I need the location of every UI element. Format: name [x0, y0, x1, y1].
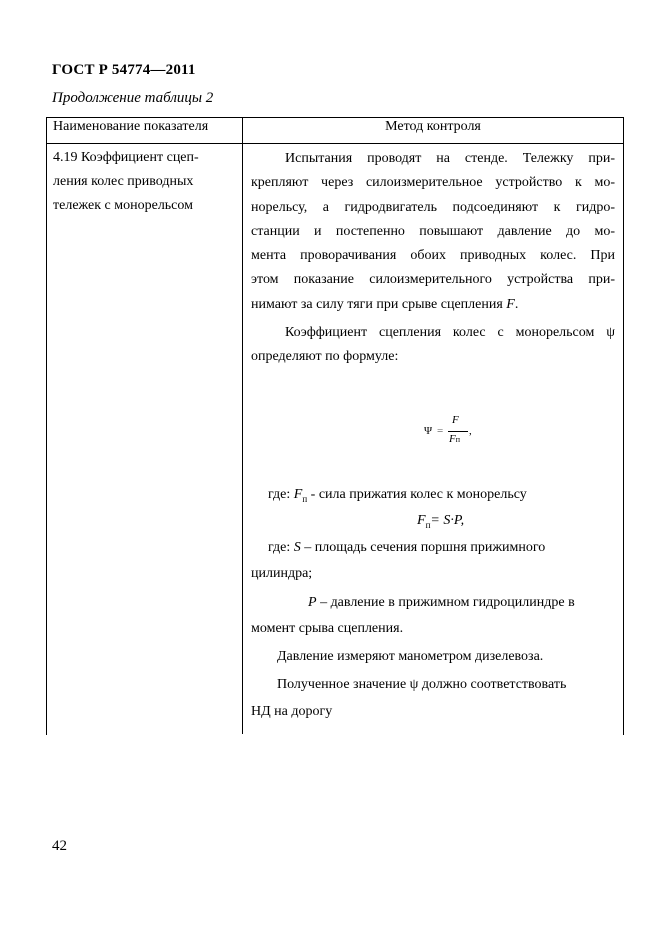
period: .	[514, 296, 519, 312]
denominator-var: F	[449, 433, 456, 445]
denominator-sub: п	[455, 435, 461, 444]
method-text-line: Испытания проводят на стенде. Тележку при-	[285, 151, 615, 166]
column-divider	[242, 117, 243, 734]
coefficient-formula	[424, 414, 484, 454]
where-var: P	[308, 595, 317, 610]
formula-psi: Ψ	[424, 425, 433, 437]
formula2-var: F	[417, 513, 426, 528]
where-prefix: где:	[268, 540, 294, 555]
where-var: F	[293, 487, 303, 502]
where-clause-3	[251, 595, 615, 611]
coefficient-text-line: определяют по формуле:	[251, 349, 399, 365]
formula-numerator: F	[452, 414, 459, 426]
column-header-indicator: Наименование показателя	[53, 119, 209, 134]
where-text: – площадь сечения поршня прижимного	[300, 540, 546, 555]
fraction-bar	[448, 431, 468, 432]
indicator-name-cell	[53, 146, 236, 218]
formula-equals: =	[437, 425, 444, 437]
table-continuation-caption: Продолжение таблицы 2	[52, 90, 214, 106]
indicator-name-line: тележек с монорельсом	[53, 198, 193, 213]
method-text-line: этом показание силоизмерительного устройства при-	[251, 272, 615, 288]
indicator-name-line: ления колес приводных	[53, 174, 194, 189]
method-text-fragment: нимают за силу тяги при срыве сцепления	[251, 296, 507, 312]
result-text-line: Полученное значение ψ должно соответствовать	[277, 677, 567, 692]
where-clause-2-cont: цилиндра;	[251, 566, 313, 581]
where-prefix: где:	[268, 487, 294, 502]
where-text: – давление в прижимном гидроцилиндре в	[316, 595, 575, 610]
pressure-measurement-text: Давление измеряют манометром дизелевоза.	[277, 649, 544, 664]
method-text-line: мента проворачивания обоих приводных колес. При	[251, 248, 615, 264]
formula-comma: ,	[469, 425, 472, 437]
where-sub: п	[302, 493, 308, 504]
pressing-force-formula	[417, 513, 464, 530]
coefficient-text-line: Коэффициент сцепления колес с монорельсом ψ	[285, 325, 615, 341]
method-text-line: крепляют через силоизмерительное устройство к мо-	[251, 175, 615, 191]
method-cell	[251, 147, 615, 370]
document-title: ГОСТ Р 54774—2011	[52, 62, 196, 78]
formula2-sub: п	[425, 519, 431, 530]
force-variable: F	[506, 296, 515, 312]
column-header-method: Метод контроля	[385, 119, 481, 134]
where-clause-2	[251, 540, 615, 556]
where-clause-1	[251, 487, 615, 504]
method-text-line: норельсу, а гидродвигатель подсоединяют к гидро-	[251, 199, 615, 215]
header-divider	[46, 143, 624, 144]
formula2-rest: = S·P,	[430, 513, 465, 528]
where-clause-3-cont: момент срыва сцепления.	[251, 621, 404, 636]
method-text-line-last	[251, 293, 615, 317]
where-var: S	[293, 540, 301, 555]
page-number: 42	[52, 838, 67, 854]
method-text-line: станции и постепенно повышают давление до мо-	[251, 223, 615, 239]
formula-denominator	[449, 433, 460, 445]
where-text: - сила прижатия колес к монорельсу	[307, 487, 527, 502]
indicator-name-line: 4.19 Коэффициент сцеп-	[53, 150, 199, 165]
result-text-line: НД на дорогу	[251, 704, 333, 719]
